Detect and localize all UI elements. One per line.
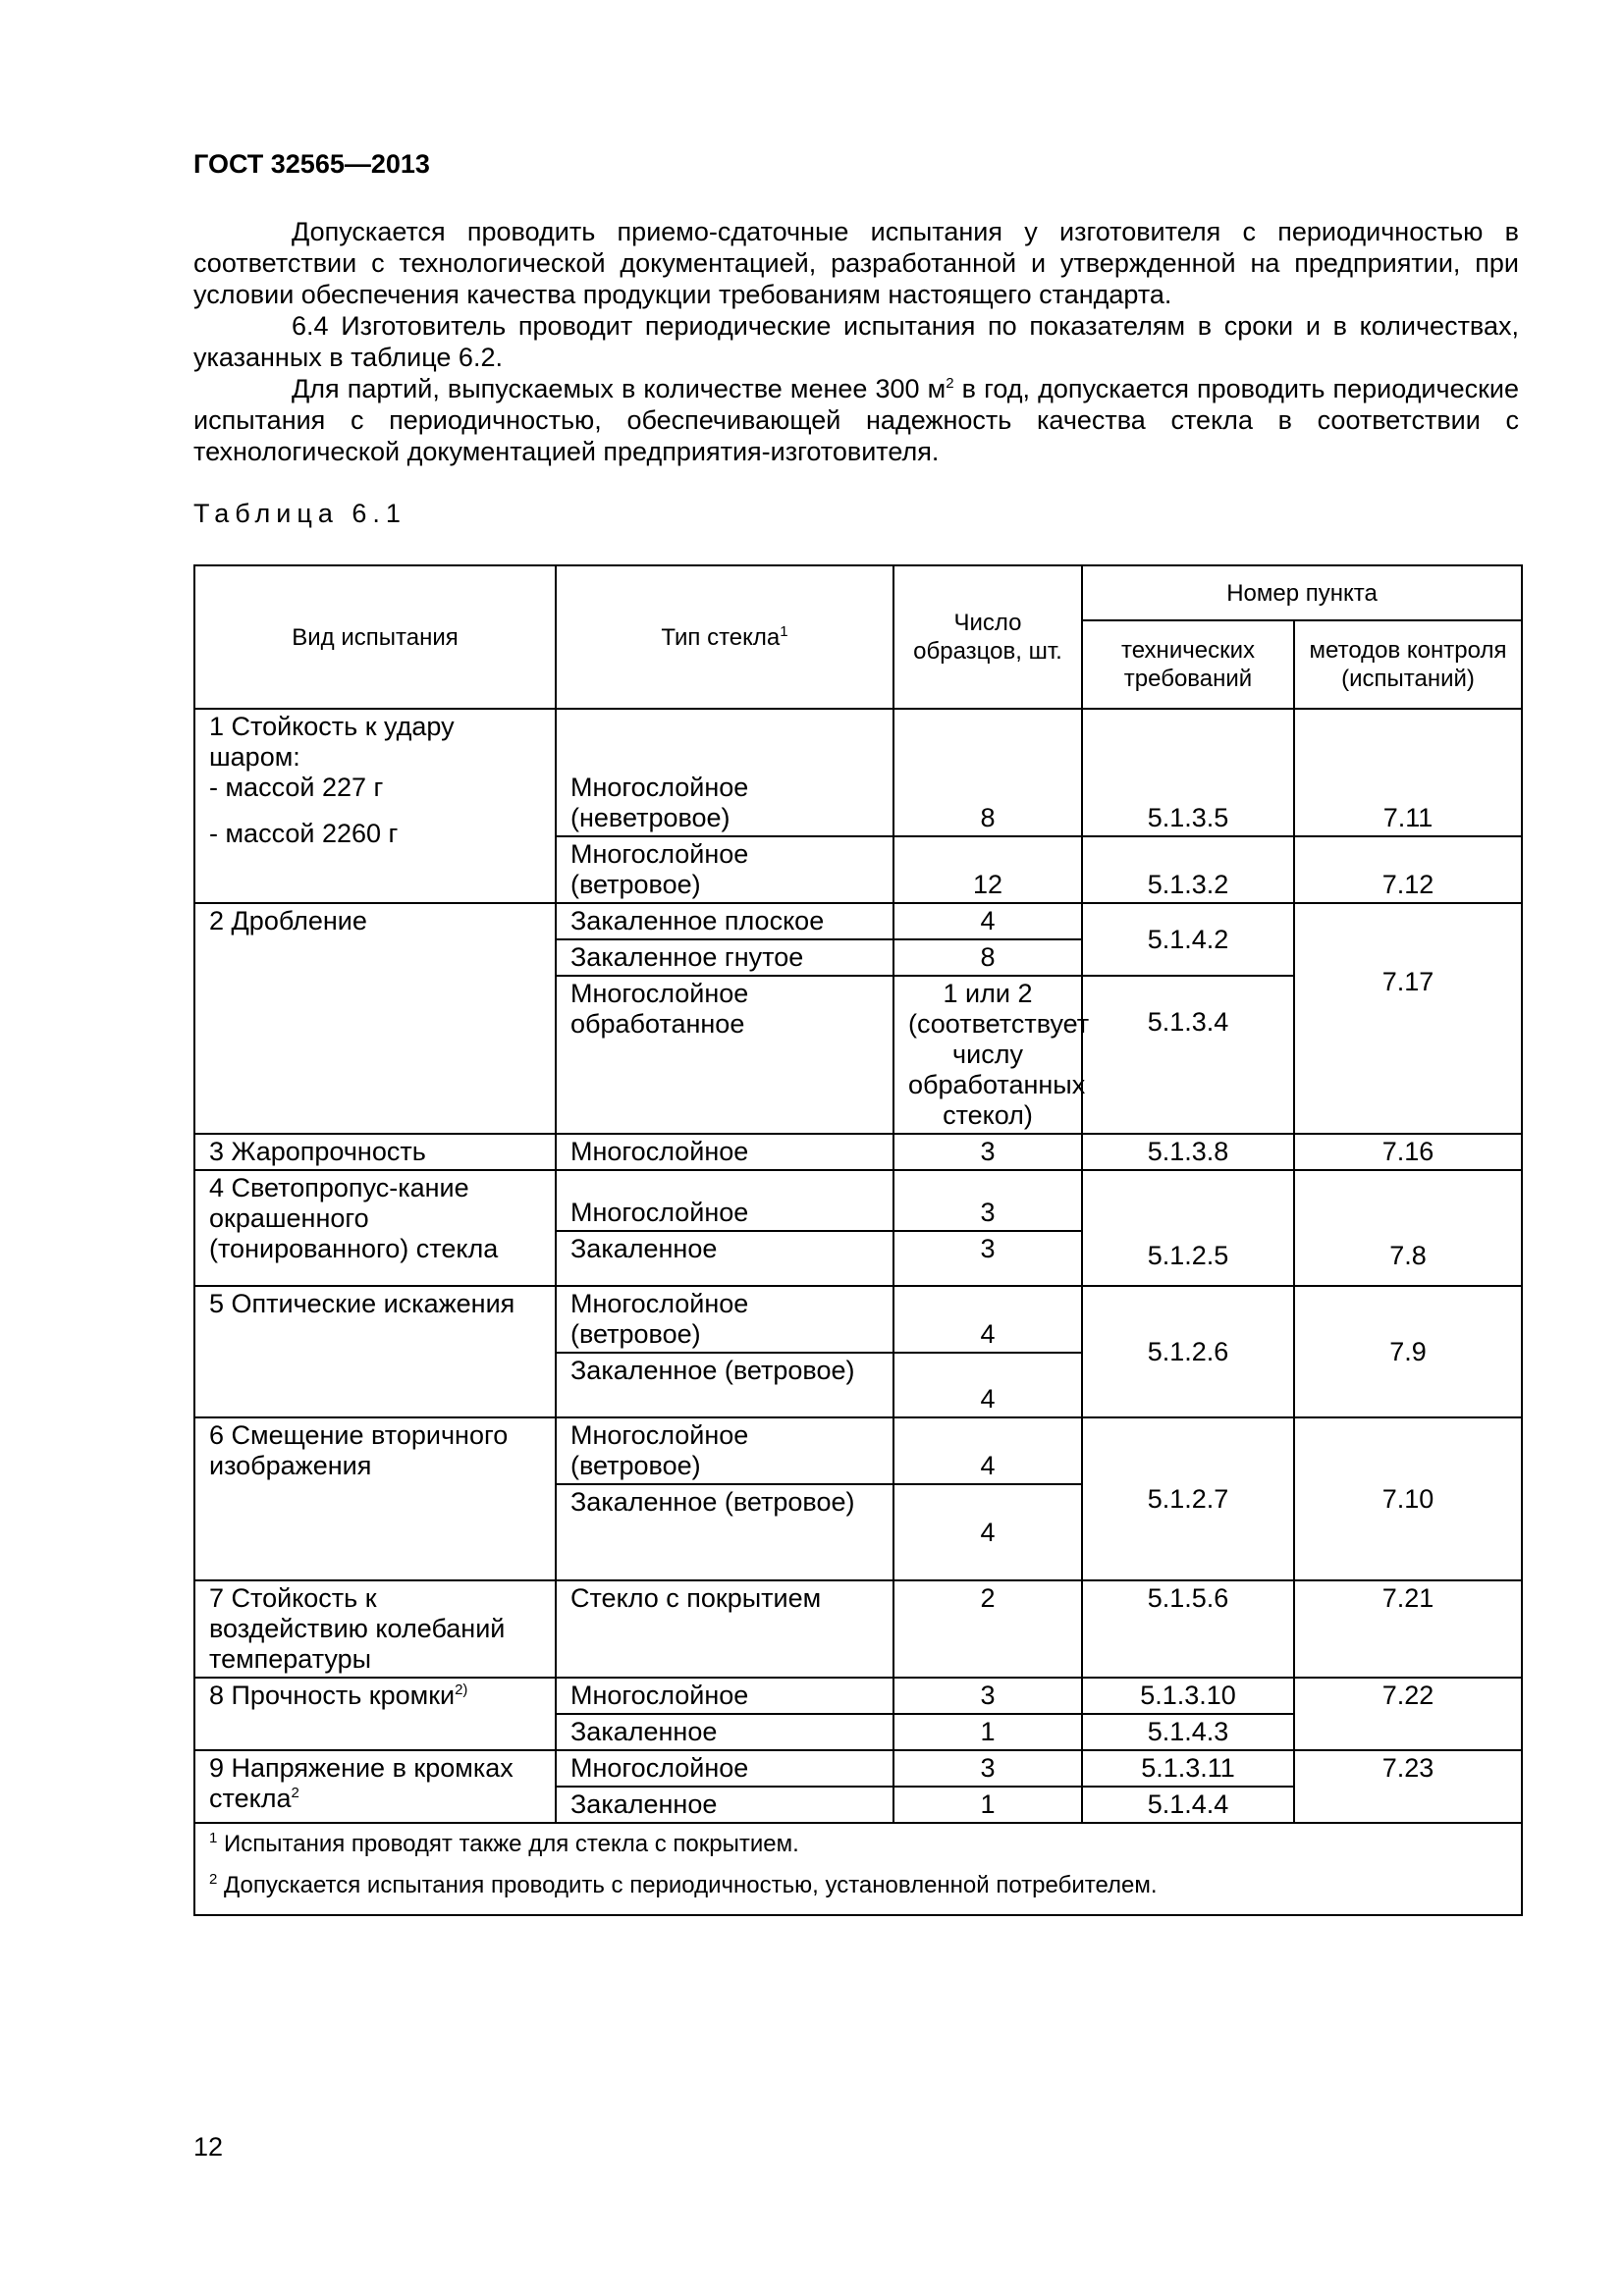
cell-tech-req: 5.1.4.2 <box>1082 903 1294 976</box>
cell-glass: Закаленное (ветровое) <box>556 1353 893 1417</box>
cell-samples: 8 <box>893 709 1082 836</box>
cell-glass: Закаленное <box>556 1231 893 1286</box>
header-clause-number: Номер пункта <box>1082 565 1522 620</box>
paragraph-small-batches <box>193 373 1519 467</box>
cell-tech-req: 5.1.3.11 <box>1082 1750 1294 1787</box>
footnote-marker: 2 <box>291 1785 299 1801</box>
cell-glass: Закаленное (ветровое) <box>556 1484 893 1580</box>
cell-tech-req: 5.1.4.4 <box>1082 1787 1294 1823</box>
footnote-text: Допускается испытания проводить с периодичностью, установленной потребителем. <box>217 1872 1158 1898</box>
paragraph-6-4: 6.4 Изготовитель проводит периодические испытания по показателям в сроки и в количествах, указанных в таблице 6.2. <box>193 311 1519 372</box>
cell-tech-req: 5.1.3.10 <box>1082 1678 1294 1714</box>
footnote-2 <box>209 1871 1507 1900</box>
cell-glass: Многослойное <box>556 1750 893 1787</box>
body-text <box>193 216 1519 467</box>
cell-samples: 4 <box>893 1417 1082 1484</box>
table-caption: Таблица 6.1 <box>193 499 406 528</box>
cell-glass: Многослойное (неветровое) <box>556 709 893 836</box>
table-footnotes <box>194 1823 1522 1915</box>
cell-tech-req: 5.1.5.6 <box>1082 1580 1294 1678</box>
cell-tech-req: 5.1.3.2 <box>1082 836 1294 903</box>
test-1-mass-2260: - массой 2260 г <box>209 819 399 848</box>
header-test-type: Вид испытания <box>194 565 556 709</box>
cell-method: 7.12 <box>1294 836 1522 903</box>
cell-samples: 4 <box>893 1353 1082 1417</box>
header-samples: Число образцов, шт. <box>893 565 1082 709</box>
test-1-mass-227: - массой 227 г <box>209 773 384 802</box>
tests-table <box>193 564 1523 1916</box>
cell-method: 7.23 <box>1294 1750 1522 1823</box>
cell-samples: 3 <box>893 1678 1082 1714</box>
cell-tech-req: 5.1.3.8 <box>1082 1134 1294 1170</box>
cell-glass: Стекло с покрытием <box>556 1580 893 1678</box>
paragraph-acceptance-tests: Допускается проводить приемо-сдаточные испытания у изготовителя с периодичностью в соответствии с технологической документацией, разработанной и утвержденной на предприятии, при условии обеспечения качества продукции требованиям настоящего стандарта. <box>193 217 1519 309</box>
cell-samples: 12 <box>893 836 1082 903</box>
cell-samples: 1 или 2 (соответствует числу обработанных стекол) <box>893 976 1082 1134</box>
cell-method: 7.16 <box>1294 1134 1522 1170</box>
footnote-mark: 1 <box>209 1830 218 1846</box>
cell-samples: 4 <box>893 1484 1082 1580</box>
cell-samples: 3 <box>893 1750 1082 1787</box>
test-9-title: 9 Напряжение в кромках стекла <box>209 1753 514 1813</box>
cell-samples: 3 <box>893 1170 1082 1231</box>
cell-glass: Многослойное (ветровое) <box>556 836 893 903</box>
page-number: 12 <box>193 2132 224 2162</box>
cell-samples: 2 <box>893 1580 1082 1678</box>
cell-test-8 <box>194 1678 556 1750</box>
cell-tech-req: 5.1.2.7 <box>1082 1417 1294 1580</box>
cell-samples: 4 <box>893 903 1082 939</box>
cell-glass: Многослойное обработанное <box>556 976 893 1134</box>
cell-glass: Многослойное (ветровое) <box>556 1417 893 1484</box>
cell-method: 7.8 <box>1294 1170 1522 1286</box>
cell-samples: 4 <box>893 1286 1082 1353</box>
cell-test-2: 2 Дробление <box>194 903 556 1134</box>
cell-samples: 1 <box>893 1787 1082 1823</box>
cell-glass: Закаленное гнутое <box>556 939 893 976</box>
cell-method: 7.11 <box>1294 709 1522 836</box>
cell-test-5: 5 Оптические искажения <box>194 1286 556 1417</box>
cell-method: 7.10 <box>1294 1417 1522 1580</box>
cell-glass: Многослойное <box>556 1170 893 1231</box>
cell-test-7: 7 Стойкость к воздействию колебаний температуры <box>194 1580 556 1678</box>
cell-tech-req: 5.1.3.5 <box>1082 709 1294 836</box>
cell-glass: Многослойное <box>556 1678 893 1714</box>
superscript: 2 <box>946 375 954 392</box>
cell-method: 7.21 <box>1294 1580 1522 1678</box>
cell-samples: 8 <box>893 939 1082 976</box>
paragraph-text: Для партий, выпускаемых в количестве менее 300 м <box>292 374 947 403</box>
cell-glass: Многослойное <box>556 1134 893 1170</box>
cell-method: 7.17 <box>1294 903 1522 1134</box>
cell-test-3: 3 Жаропрочность <box>194 1134 556 1170</box>
test-1-title: 1 Стойкость к удару шаром: <box>209 712 455 772</box>
cell-method: 7.22 <box>1294 1678 1522 1750</box>
cell-glass: Закаленное плоское <box>556 903 893 939</box>
cell-tech-req: 5.1.2.6 <box>1082 1286 1294 1417</box>
header-glass-type <box>556 565 893 709</box>
cell-test-6: 6 Смещение вторичного изображения <box>194 1417 556 1580</box>
cell-samples: 3 <box>893 1134 1082 1170</box>
document-code: ГОСТ 32565—2013 <box>193 149 430 179</box>
footnote-1 <box>209 1830 1507 1859</box>
cell-tech-req: 5.1.2.5 <box>1082 1170 1294 1286</box>
cell-samples: 3 <box>893 1231 1082 1286</box>
footnote-marker: 1 <box>780 622 788 640</box>
cell-tech-req: 5.1.4.3 <box>1082 1714 1294 1750</box>
footnote-marker: 2) <box>455 1682 468 1698</box>
header-tech-requirements: технических требований <box>1082 620 1294 709</box>
footnote-text: Испытания проводят также для стекла с покрытием. <box>217 1831 799 1857</box>
paragraph-text: в год, допускается проводить периодические испытания с периодичностью, обеспечивающей надежность качества стекла в соответствии с технологической документацией предприятия-изготовителя. <box>193 374 1519 466</box>
cell-glass: Закаленное <box>556 1787 893 1823</box>
cell-glass: Закаленное <box>556 1714 893 1750</box>
cell-test-9 <box>194 1750 556 1823</box>
footnote-mark: 2 <box>209 1871 218 1888</box>
cell-glass: Многослойное (ветровое) <box>556 1286 893 1353</box>
cell-test-4: 4 Светопропус-кание окрашенного (тонированного) стекла <box>194 1170 556 1286</box>
test-8-title: 8 Прочность кромки <box>209 1681 456 1710</box>
cell-method: 7.9 <box>1294 1286 1522 1417</box>
header-control-methods: методов контроля (испытаний) <box>1294 620 1522 709</box>
header-glass-type-label: Тип стекла <box>661 623 781 651</box>
cell-tech-req: 5.1.3.4 <box>1082 976 1294 1134</box>
cell-samples: 1 <box>893 1714 1082 1750</box>
cell-test-1 <box>194 709 556 903</box>
